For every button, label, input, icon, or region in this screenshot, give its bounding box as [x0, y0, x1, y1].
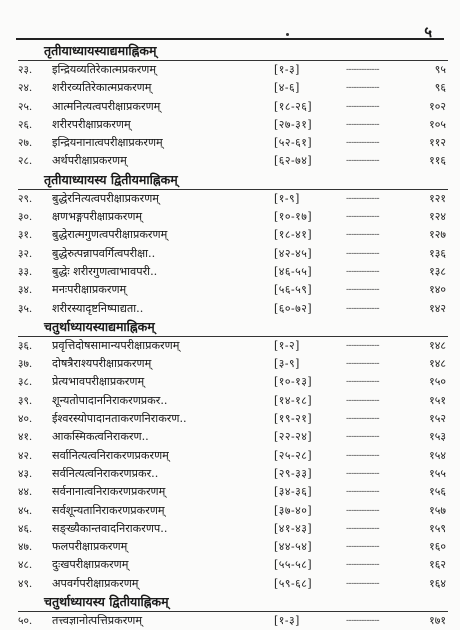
entry-title: तत्त्वज्ञानोत्पत्तिप्रकरणम्: [52, 614, 143, 628]
leader-dashes: -------------: [346, 303, 380, 314]
entry-page: १५०: [429, 375, 446, 389]
leader-dashes: -------------: [346, 560, 380, 571]
entry-number: ३७.: [18, 358, 33, 371]
list-item: [18, 483, 448, 501]
sutra-range: [६२-७४]: [274, 154, 313, 168]
entry-number: २६.: [18, 118, 33, 131]
leader-dashes: -------------: [346, 616, 380, 627]
sutra-range: [१८-२६]: [274, 99, 313, 113]
sutra-range: [४२-४५]: [274, 246, 313, 260]
entry-number: ३८.: [18, 376, 33, 389]
sutra-range: [१-९]: [274, 191, 300, 205]
sutra-range: [५५-५८]: [274, 558, 313, 572]
sutra-range: [१-३]: [274, 63, 300, 76]
leader-dashes: -------------: [346, 487, 380, 498]
leader-dashes: -------------: [346, 248, 380, 259]
list-item: [18, 245, 448, 263]
entry-title: सर्वनित्यत्वनिराकरणप्रकर..: [52, 466, 159, 480]
list-item: [18, 556, 448, 574]
entry-number: ४९.: [18, 577, 33, 590]
leader-dashes: -------------: [346, 138, 380, 149]
entry-page: १५४: [429, 448, 446, 462]
entry-page: १५२: [429, 412, 446, 426]
list-item: [18, 300, 448, 318]
entry-number: २४.: [18, 82, 33, 95]
table-of-contents: [18, 42, 448, 630]
entry-number: ४६.: [18, 522, 33, 535]
list-item: [18, 337, 448, 355]
list-item: [18, 152, 448, 170]
entry-number: ४१.: [18, 431, 33, 444]
list-item: [18, 373, 448, 391]
sutra-range: [२९-३३]: [274, 466, 313, 480]
list-item: [18, 98, 448, 116]
list-item: [18, 575, 448, 593]
entry-page: ११२: [429, 136, 446, 150]
section-heading: चतुर्थाध्यायस्य द्वितीयाह्निकम्: [18, 593, 448, 612]
entry-number: ३०.: [18, 211, 33, 224]
entry-title: मनःपरीक्षाप्रकरणम्: [52, 283, 127, 297]
entry-page: १४८: [429, 357, 446, 371]
entry-number: ४२.: [18, 449, 33, 462]
entry-number: ४३.: [18, 467, 33, 480]
sutra-range: [५९-६८]: [274, 576, 313, 590]
list-item: [18, 281, 448, 299]
sutra-range: [१४-१८]: [274, 393, 313, 407]
sutra-range: [३७-४०]: [274, 503, 313, 517]
entry-title: सर्वनानात्वनिराकरणप्रकरणम्: [52, 485, 166, 499]
entry-title: आत्मनित्यत्वपरीक्षाप्रकरणम्: [52, 99, 161, 113]
page-number: ५: [424, 23, 432, 41]
sutra-range: [४१-४३]: [274, 521, 313, 535]
entry-number: ३२.: [18, 247, 33, 260]
list-item: [18, 116, 448, 134]
entry-page: १४२: [429, 301, 446, 315]
sutra-range: [१९-२१]: [274, 412, 313, 426]
sutra-range: [४६-५५]: [274, 264, 313, 278]
entry-number: २७.: [18, 137, 33, 150]
entry-title: फलपरीक्षाप्रकरणम्: [52, 540, 128, 554]
entry-number: ३४.: [18, 284, 33, 297]
leader-dashes: -------------: [346, 156, 380, 167]
entry-page: ९६: [434, 81, 446, 95]
sutra-range: [१०-१७]: [274, 210, 313, 224]
entry-page: १६२: [429, 558, 446, 572]
entry-number: ३३.: [18, 265, 33, 278]
entry-page: १०५: [429, 117, 446, 131]
entry-title: शरीरस्यादृष्टनिष्पाद्यता..: [52, 301, 144, 315]
entry-title: सङ्ख्यैकान्तवादनिराकरणप..: [52, 521, 168, 535]
entry-page: १४८: [429, 338, 446, 352]
leader-dashes: -------------: [346, 65, 380, 75]
entry-page: १२४: [429, 210, 446, 224]
entry-title: ईश्वरस्योपादानताकरणनिराकरण..: [52, 412, 187, 426]
entry-number: २५.: [18, 100, 33, 113]
entry-number: ४४.: [18, 486, 33, 499]
leader-dashes: -------------: [346, 83, 380, 94]
sutra-range: [२२-२४]: [274, 430, 313, 444]
entry-title: सर्वशून्यतानिराकरणप्रकरणम्: [52, 503, 165, 517]
entry-page: ९५: [434, 63, 446, 76]
sutra-range: [४-६]: [274, 81, 300, 95]
entry-number: ५०.: [18, 615, 33, 628]
entry-title: शून्यतोपादाननिराकरणप्रकर..: [52, 393, 168, 407]
entry-title: अपवर्गपरीक्षाप्रकरणम्: [52, 576, 139, 590]
sutra-range: [१०-१३]: [274, 375, 313, 389]
leader-dashes: -------------: [346, 359, 380, 370]
sutra-range: [६०-७२]: [274, 301, 313, 315]
leader-dashes: -------------: [346, 395, 380, 406]
entry-title: प्रेत्यभावपरीक्षाप्रकरणम्: [52, 375, 145, 389]
entry-number: ४८.: [18, 559, 33, 572]
entry-page: १५१: [429, 393, 446, 407]
entry-title: शरीरपरीक्षाप्रकरणम्: [52, 117, 131, 131]
entry-title: बुद्धेरात्मगुणत्वपरीक्षाप्रकरणम्: [52, 228, 168, 242]
top-rule: [16, 38, 444, 40]
list-item: [18, 355, 448, 373]
entry-title: बुद्धेरुत्पन्नापवर्गित्वपरीक्षा..: [52, 246, 156, 260]
entry-number: ४५.: [18, 504, 33, 517]
leader-dashes: -------------: [346, 414, 380, 425]
list-item: [18, 538, 448, 556]
list-item: [18, 447, 448, 465]
list-item: [18, 392, 448, 410]
sutra-range: [४४-५४]: [274, 540, 313, 554]
entry-page: ११६: [429, 154, 446, 168]
leader-dashes: -------------: [346, 212, 380, 223]
list-item: [18, 263, 448, 281]
entry-number: ३१.: [18, 229, 33, 242]
decorative-dot: [286, 33, 289, 36]
entry-title: इन्द्रियनानात्वपरीक्षाप्रकरणम्: [52, 136, 163, 150]
list-item: [18, 190, 448, 208]
sutra-range: [१८-४१]: [274, 228, 313, 242]
entry-page: १४०: [429, 283, 446, 297]
entry-number: ३९.: [18, 394, 33, 407]
leader-dashes: -------------: [346, 523, 380, 534]
sutra-range: [५६-५९]: [274, 283, 313, 297]
entry-number: ४०.: [18, 413, 33, 426]
entry-page: १७१: [429, 614, 446, 628]
entry-number: २९.: [18, 192, 33, 205]
list-item: [18, 79, 448, 97]
list-item: [18, 465, 448, 483]
entry-page: १६०: [429, 540, 446, 554]
leader-dashes: -------------: [346, 432, 380, 443]
sutra-range: [१-३]: [274, 614, 300, 628]
entry-title: अर्थपरीक्षाप्रकरणम्: [52, 154, 127, 168]
entry-title: क्षणभङ्गपरीक्षाप्रकरणम्: [52, 210, 143, 224]
leader-dashes: -------------: [346, 230, 380, 241]
list-item: [18, 208, 448, 226]
entry-number: ४७.: [18, 541, 33, 554]
sutra-range: [५२-६१]: [274, 136, 313, 150]
sutra-range: [१-२]: [274, 338, 300, 352]
entry-title: इन्द्रियव्यतिरेकात्मप्रकरणम्: [52, 63, 157, 76]
entry-page: १५७: [429, 503, 446, 517]
entry-page: १५३: [429, 430, 446, 444]
entry-title: बुद्धेरनित्यत्वपरीक्षाप्रकरणम्: [52, 191, 159, 205]
list-item: [18, 226, 448, 244]
entry-page: १५६: [429, 485, 446, 499]
leader-dashes: -------------: [346, 119, 380, 130]
entry-title: दुःखपरीक्षाप्रकरणम्: [52, 558, 129, 572]
entry-title: बुद्धेः शरीरगुणत्वाभावपरी..: [52, 264, 158, 278]
leader-dashes: -------------: [346, 468, 380, 479]
sutra-range: [२५-२८]: [274, 448, 313, 462]
leader-dashes: -------------: [346, 505, 380, 516]
section-heading: चतुर्थाध्यायस्याद्यमाह्निकम्: [18, 318, 448, 337]
entry-number: ३६.: [18, 339, 33, 352]
entry-page: १३८: [429, 264, 446, 278]
leader-dashes: -------------: [346, 377, 380, 388]
section-heading: तृतीयाध्यायस्याद्यमाह्निकम्: [18, 42, 448, 61]
entry-number: २८.: [18, 155, 33, 168]
leader-dashes: -------------: [346, 340, 380, 351]
entry-page: १२१: [429, 191, 446, 205]
leader-dashes: -------------: [346, 285, 380, 296]
entry-page: १०२: [429, 99, 446, 113]
entry-title: शरीरव्यतिरेकात्मप्रकरणम्: [52, 81, 152, 95]
list-item: [18, 410, 448, 428]
entry-title: सर्वानित्यत्वनिराकरणप्रकरणम्: [52, 448, 169, 462]
list-item: [18, 134, 448, 152]
entry-page: १२७: [429, 228, 446, 242]
entry-number: २३.: [18, 64, 33, 76]
list-item: [18, 612, 448, 630]
leader-dashes: -------------: [346, 542, 380, 553]
leader-dashes: -------------: [346, 450, 380, 461]
list-item: [18, 61, 448, 79]
leader-dashes: -------------: [346, 193, 380, 204]
entry-title: प्रवृत्तिदोषसामान्यपरीक्षाप्रकरणम्: [52, 338, 180, 352]
entry-title: दोषत्रैराश्यपरीक्षाप्रकरणम्: [52, 357, 152, 371]
list-item: [18, 428, 448, 446]
leader-dashes: -------------: [346, 578, 380, 589]
leader-dashes: -------------: [346, 266, 380, 277]
entry-number: ३५.: [18, 302, 33, 315]
entry-page: १५९: [429, 521, 446, 535]
leader-dashes: -------------: [346, 101, 380, 112]
list-item: [18, 520, 448, 538]
sutra-range: [२७-३१]: [274, 117, 313, 131]
entry-page: १३६: [429, 246, 446, 260]
entry-title: आकस्मिकत्वनिराकरण..: [52, 430, 149, 444]
list-item: [18, 502, 448, 520]
entry-page: १६४: [429, 576, 446, 590]
sutra-range: [३४-३६]: [274, 485, 313, 499]
sutra-range: [३-९]: [274, 357, 300, 371]
entry-page: १५५: [429, 466, 446, 480]
section-heading: तृतीयाध्यायस्य द्वितीयमाह्निकम्: [18, 171, 448, 190]
